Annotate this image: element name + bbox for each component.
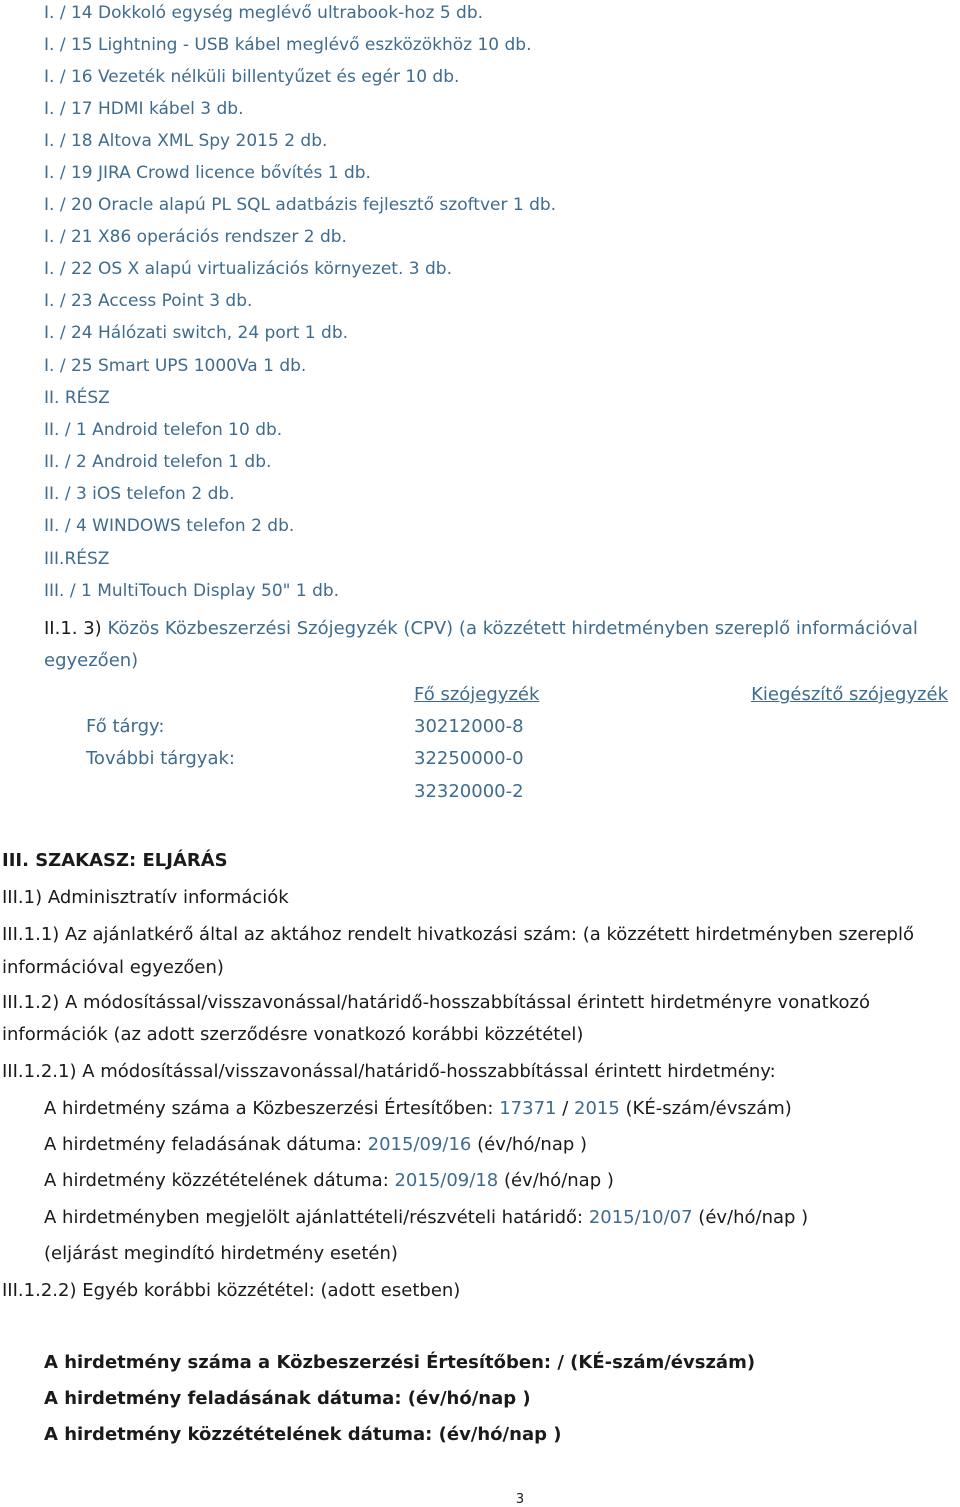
list-item: I. / 24 Hálózati switch, 24 port 1 db. bbox=[44, 323, 349, 343]
notice-deadline-note: (eljárást megindító hirdetmény esetén) bbox=[44, 1243, 398, 1264]
reference-number-text: III.1.1) Az ajánlatkérő által az aktához rendelt hivatkozási szám: (a közzétett hirdetményben szereplő bbox=[2, 924, 914, 945]
modification-info-text: III.1.2) A módosítással/visszavonással/határidő-hosszabbítással érintett hirdetményre vonatkozó bbox=[2, 992, 870, 1013]
list-item: I. / 23 Access Point 3 db. bbox=[44, 291, 253, 311]
prior-notice-sent-date: A hirdetmény feladásának dátuma: (év/hó/nap ) bbox=[44, 1388, 531, 1409]
cpv-other-code: 32320000-2 bbox=[414, 781, 524, 802]
affected-notice-heading: III.1.2.1) A módosítással/visszavonással/határidő-hosszabbítással érintett hirdetmény: bbox=[2, 1061, 776, 1082]
admin-info-heading: III.1) Adminisztratív információk bbox=[2, 887, 289, 908]
list-item: I. / 18 Altova XML Spy 2015 2 db. bbox=[44, 131, 328, 151]
cpv-other-code: 32250000-0 bbox=[414, 748, 524, 769]
notice-number-row: A hirdetmény száma a Közbeszerzési Értesítőben: 17371 / 2015 (KÉ-szám/évszám) bbox=[44, 1098, 792, 1119]
list-item: I. / 17 HDMI kábel 3 db. bbox=[44, 99, 244, 119]
page-number: 3 bbox=[515, 1492, 525, 1507]
list-item: I. / 21 X86 operációs rendszer 2 db. bbox=[44, 227, 347, 247]
list-item: I. / 16 Vezeték nélküli billentyűzet és egér 10 db. bbox=[44, 67, 460, 87]
notice-sent-date-row: A hirdetmény feladásának dátuma: 2015/09/16 (év/hó/nap ) bbox=[44, 1134, 588, 1155]
list-item: II. / 2 Android telefon 1 db. bbox=[44, 452, 272, 472]
list-item: I. / 25 Smart UPS 1000Va 1 db. bbox=[44, 356, 307, 376]
list-item: I. / 14 Dokkoló egység meglévő ultrabook-hoz 5 db. bbox=[44, 3, 484, 23]
list-item: III.RÉSZ bbox=[44, 549, 110, 569]
cpv-main-object-code: 30212000-8 bbox=[414, 716, 524, 737]
list-item: II. RÉSZ bbox=[44, 388, 110, 408]
prior-notice-publication-date: A hirdetmény közzétételének dátuma: (év/hó/nap ) bbox=[44, 1424, 562, 1445]
other-publication-heading: III.1.2.2) Egyéb korábbi közzététel: (adott esetben) bbox=[2, 1280, 461, 1301]
list-item: III. / 1 MultiTouch Display 50" 1 db. bbox=[44, 581, 340, 601]
cpv-other-objects-label: További tárgyak: bbox=[86, 748, 235, 769]
cpv-main-object-label: Fő tárgy: bbox=[86, 716, 165, 737]
cpv-main-vocab-header[interactable]: Fő szójegyzék bbox=[414, 684, 540, 705]
section-title: III. SZAKASZ: ELJÁRÁS bbox=[2, 850, 228, 871]
cpv-heading: II.1. 3) Közös Közbeszerzési Szójegyzék (CPV) (a közzétett hirdetményben szereplő információval bbox=[44, 618, 918, 639]
list-item: I. / 20 Oracle alapú PL SQL adatbázis fejlesztő szoftver 1 db. bbox=[44, 195, 557, 215]
cpv-heading-cont: egyezően) bbox=[44, 650, 139, 671]
modification-info-text-cont: információk (az adott szerződésre vonatkozó korábbi közzététel) bbox=[2, 1024, 584, 1045]
cpv-supplementary-vocab-header[interactable]: Kiegészítő szójegyzék bbox=[751, 684, 948, 705]
list-item: II. / 1 Android telefon 10 db. bbox=[44, 420, 283, 440]
list-item: I. / 19 JIRA Crowd licence bővítés 1 db. bbox=[44, 163, 371, 183]
notice-publication-date-row: A hirdetmény közzétételének dátuma: 2015/09/18 (év/hó/nap ) bbox=[44, 1170, 614, 1191]
list-item: II. / 3 iOS telefon 2 db. bbox=[44, 484, 235, 504]
list-item: I. / 22 OS X alapú virtualizációs környezet. 3 db. bbox=[44, 259, 452, 279]
list-item: II. / 4 WINDOWS telefon 2 db. bbox=[44, 516, 295, 536]
list-item: I. / 15 Lightning - USB kábel meglévő eszközökhöz 10 db. bbox=[44, 35, 532, 55]
notice-deadline-row: A hirdetményben megjelölt ajánlattételi/részvételi határidő: 2015/10/07 (év/hó/nap ) bbox=[44, 1207, 809, 1228]
prior-notice-number: A hirdetmény száma a Közbeszerzési Értesítőben: / (KÉ-szám/évszám) bbox=[44, 1352, 756, 1373]
reference-number-text-cont: információval egyezően) bbox=[2, 957, 224, 978]
